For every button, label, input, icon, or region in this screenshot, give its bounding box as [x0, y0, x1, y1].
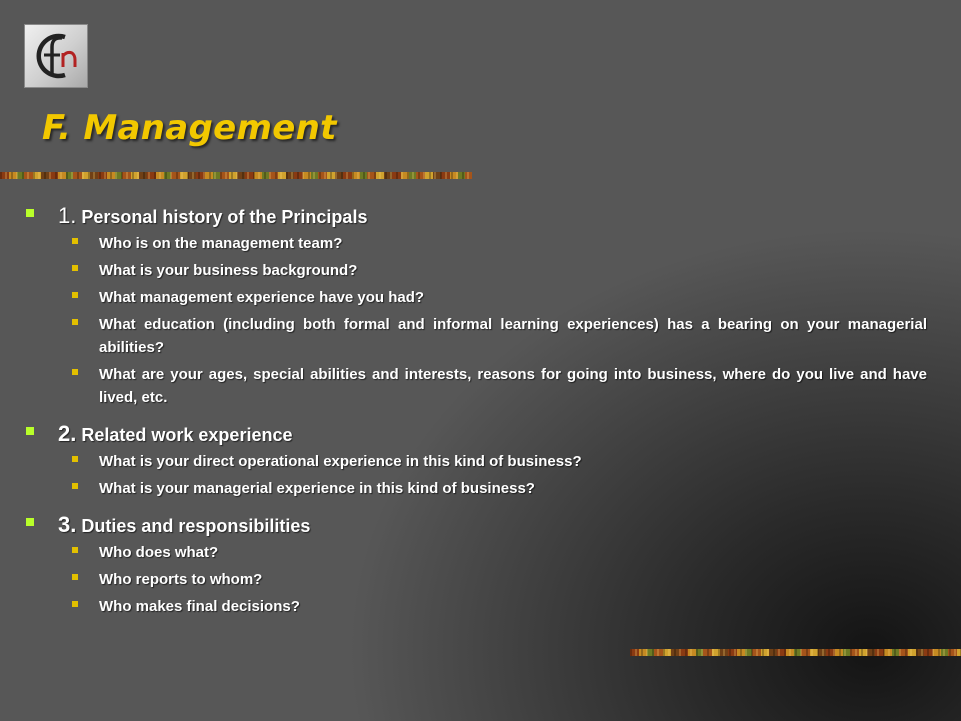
- square-bullet-icon: [72, 483, 78, 489]
- section-title: Related work experience: [81, 425, 293, 445]
- square-bullet-icon: [72, 574, 78, 580]
- square-bullet-icon: [72, 547, 78, 553]
- item-text: What is your managerial experience in this kind of business?: [99, 480, 535, 497]
- section-number: 3.: [58, 512, 77, 537]
- square-bullet-icon: [26, 427, 34, 435]
- list-item: [24, 259, 927, 282]
- company-logo: [24, 24, 88, 88]
- slide-content: [24, 201, 927, 628]
- decorative-rule-bottom: [630, 649, 961, 656]
- section-duties-responsibilities: [24, 510, 927, 618]
- section-number: 2.: [58, 421, 77, 446]
- item-text: Who makes final decisions?: [99, 598, 300, 615]
- section-title: Personal history of the Principals: [81, 207, 368, 227]
- section-number: 1.: [58, 203, 77, 228]
- square-bullet-icon: [72, 265, 78, 271]
- square-bullet-icon: [26, 209, 34, 217]
- square-bullet-icon: [72, 456, 78, 462]
- item-text: Who is on the management team?: [99, 235, 343, 252]
- question-list: [24, 450, 927, 500]
- item-text: What is your direct operational experience in this kind of business?: [99, 453, 582, 470]
- square-bullet-icon: [72, 369, 78, 375]
- slide-title: F. Management: [42, 108, 337, 148]
- square-bullet-icon: [72, 319, 78, 325]
- item-text: Who reports to whom?: [99, 571, 263, 588]
- item-text: What management experience have you had?: [99, 289, 425, 306]
- item-text: What education (including both formal and informal learning experiences) has a bearing on your managerial abilities?: [99, 316, 927, 356]
- decorative-rule-top: [0, 172, 472, 179]
- item-text: What is your business background?: [99, 262, 358, 279]
- list-item: [24, 313, 927, 359]
- square-bullet-icon: [72, 292, 78, 298]
- list-item: [24, 232, 927, 255]
- list-item: [24, 450, 927, 473]
- square-bullet-icon: [72, 601, 78, 607]
- square-bullet-icon: [72, 238, 78, 244]
- square-bullet-icon: [26, 518, 34, 526]
- list-item: [24, 286, 927, 309]
- list-item: [24, 477, 927, 500]
- list-item: [24, 568, 927, 591]
- list-item: [24, 541, 927, 564]
- question-list: [24, 232, 927, 409]
- logo-mark-icon: [25, 25, 87, 87]
- item-text: Who does what?: [99, 544, 219, 561]
- section-heading: [24, 510, 927, 541]
- list-item: [24, 595, 927, 618]
- section-title: Duties and responsibilities: [81, 516, 311, 536]
- section-personal-history: [24, 201, 927, 409]
- section-heading: [24, 419, 927, 450]
- question-list: [24, 541, 927, 618]
- list-item: [24, 363, 927, 409]
- section-heading: [24, 201, 927, 232]
- item-text: What are your ages, special abilities and interests, reasons for going into business, where do you live and have lived, etc.: [99, 366, 927, 406]
- section-related-work-experience: [24, 419, 927, 500]
